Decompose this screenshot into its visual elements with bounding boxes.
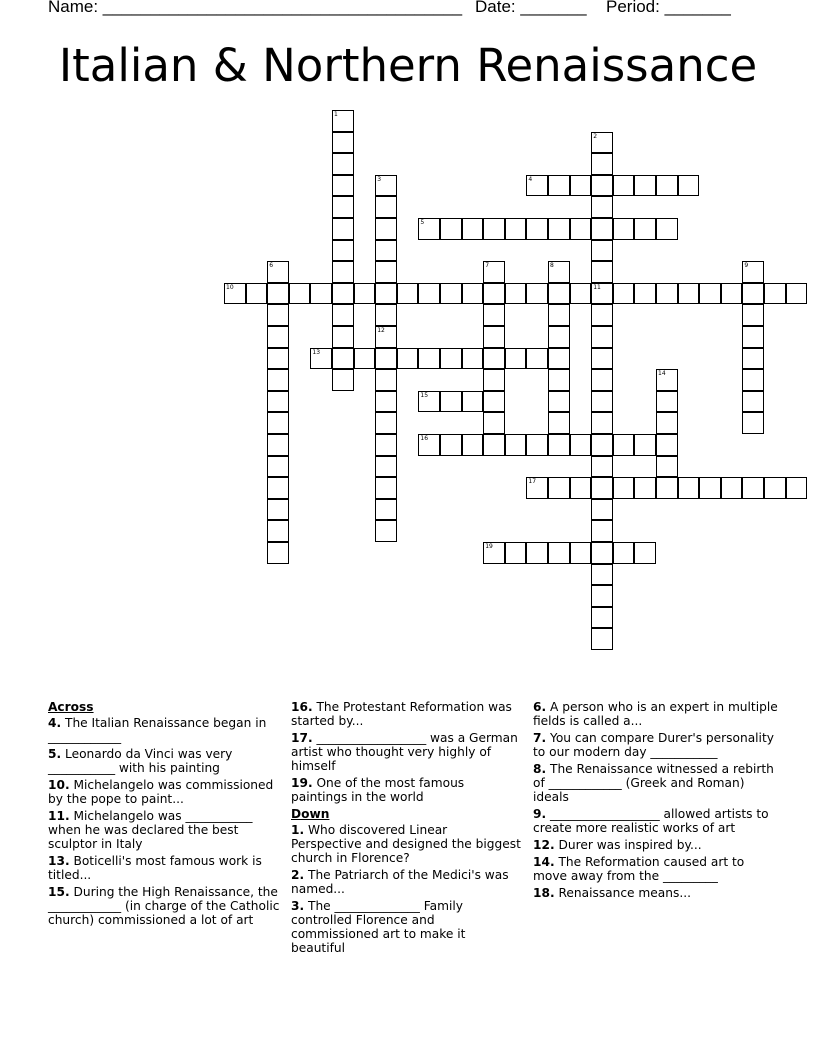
down-clue: 7. You can compare Durer's personality to our modern day ___________ <box>533 731 774 759</box>
grid-cell[interactable] <box>613 283 635 305</box>
grid-cell[interactable] <box>483 369 505 391</box>
across-clue: 19. One of the most famous paintings in the world <box>291 776 465 804</box>
clue-number: 16 <box>420 435 429 442</box>
grid-cell[interactable] <box>526 542 548 564</box>
grid-cell[interactable] <box>591 261 613 283</box>
period-field-label: Period: _______ <box>606 0 731 16</box>
grid-cell[interactable] <box>591 240 613 262</box>
down-clue: 8. The Renaissance witnessed a rebirth of ____________ (Greek and Roman) ideals <box>533 762 774 804</box>
grid-cell[interactable] <box>267 391 289 413</box>
grid-cell[interactable] <box>548 477 570 499</box>
grid-cell[interactable] <box>656 218 678 240</box>
clue-number: 13 <box>312 348 321 356</box>
grid-cell[interactable] <box>613 218 635 240</box>
grid-cell[interactable] <box>462 348 484 370</box>
grid-cell[interactable] <box>548 412 570 434</box>
grid-cell[interactable] <box>591 196 613 218</box>
grid-cell[interactable] <box>678 175 700 197</box>
grid-cell[interactable] <box>570 477 592 499</box>
down-clue: 9. __________________ allowed artists to create more realistic works of art <box>533 807 769 835</box>
clue-number: 8 <box>550 262 554 270</box>
name-field-label: Name: ______________________________________ <box>48 0 463 16</box>
grid-cell[interactable] <box>375 196 397 218</box>
grid-cell[interactable] <box>397 283 419 305</box>
grid-cell[interactable] <box>678 477 700 499</box>
down-clue: 14. The Reformation caused art to move away from the _________ <box>533 855 745 883</box>
grid-cell[interactable] <box>289 283 311 305</box>
grid-cell[interactable] <box>742 391 764 413</box>
grid-cell[interactable] <box>332 240 354 262</box>
grid-cell[interactable] <box>483 283 505 305</box>
grid-cell[interactable] <box>591 326 613 348</box>
grid-cell[interactable] <box>591 175 613 197</box>
grid-cell[interactable] <box>267 499 289 521</box>
down-clue: 3. The ______________ Family controlled Florence and commissioned art to make it beautiful <box>291 899 466 955</box>
grid-cell[interactable] <box>418 283 440 305</box>
grid-cell[interactable] <box>721 477 743 499</box>
grid-cell[interactable] <box>634 477 656 499</box>
grid-cell[interactable] <box>375 283 397 305</box>
grid-cell[interactable] <box>548 261 570 283</box>
grid-cell[interactable] <box>332 304 354 326</box>
grid-cell[interactable] <box>656 391 678 413</box>
grid-cell[interactable] <box>656 283 678 305</box>
grid-cell[interactable] <box>483 391 505 413</box>
grid-cell[interactable] <box>786 283 808 305</box>
grid-cell[interactable] <box>742 348 764 370</box>
grid-cell[interactable] <box>375 434 397 456</box>
grid-cell[interactable] <box>721 283 743 305</box>
grid-cell[interactable] <box>440 218 462 240</box>
grid-cell[interactable] <box>418 434 440 456</box>
down-clue: 1. Who discovered Linear Perspective and designed the biggest church in Florence? <box>291 823 521 865</box>
grid-cell[interactable] <box>548 218 570 240</box>
grid-cell[interactable] <box>483 326 505 348</box>
across-clue: 11. Michelangelo was ___________ when he was declared the best sculptor in Italy <box>48 809 253 851</box>
grid-cell[interactable] <box>332 261 354 283</box>
clue-number: 14 <box>658 370 666 378</box>
grid-cell[interactable] <box>354 283 376 305</box>
grid-cell[interactable] <box>656 477 678 499</box>
grid-cell[interactable] <box>570 283 592 305</box>
grid-cell[interactable] <box>548 542 570 564</box>
down-clue: 2. The Patriarch of the Medici's was named... <box>291 868 509 896</box>
across-clue: 16. The Protestant Reformation was started by... <box>291 700 512 728</box>
grid-cell[interactable] <box>505 434 527 456</box>
grid-cell[interactable] <box>332 369 354 391</box>
grid-cell[interactable] <box>613 175 635 197</box>
grid-cell[interactable] <box>267 434 289 456</box>
grid-cell[interactable] <box>742 261 764 283</box>
grid-cell[interactable] <box>332 283 354 305</box>
grid-cell[interactable] <box>462 391 484 413</box>
grid-cell[interactable] <box>375 218 397 240</box>
grid-cell[interactable] <box>375 261 397 283</box>
clue-number: 17 <box>528 478 537 486</box>
grid-cell[interactable] <box>634 283 656 305</box>
grid-cell[interactable] <box>332 175 354 197</box>
grid-cell[interactable] <box>526 348 548 370</box>
grid-cell[interactable] <box>591 542 613 564</box>
grid-cell[interactable] <box>505 218 527 240</box>
grid-cell[interactable] <box>591 153 613 175</box>
clues-column-2 <box>291 700 521 958</box>
across-heading: Across <box>48 700 94 714</box>
grid-cell[interactable] <box>742 412 764 434</box>
grid-cell[interactable] <box>483 542 505 564</box>
grid-cell[interactable] <box>483 434 505 456</box>
grid-cell[interactable] <box>591 283 613 305</box>
grid-cell[interactable] <box>483 412 505 434</box>
grid-cell[interactable] <box>548 391 570 413</box>
clue-number: 9 <box>744 262 749 270</box>
grid-cell[interactable] <box>505 542 527 564</box>
grid-cell[interactable] <box>570 434 592 456</box>
grid-cell[interactable] <box>548 304 570 326</box>
grid-cell[interactable] <box>375 412 397 434</box>
clues-section <box>48 700 778 960</box>
across-clue: 10. Michelangelo was commissioned by the pope to paint... <box>48 778 274 806</box>
grid-cell[interactable] <box>375 456 397 478</box>
grid-cell[interactable] <box>267 456 289 478</box>
grid-cell[interactable] <box>591 628 613 650</box>
across-clue: 5. Leonardo da Vinci was very ___________ with his painting <box>48 747 233 775</box>
grid-cell[interactable] <box>332 348 354 370</box>
grid-cell[interactable] <box>332 110 354 132</box>
grid-cell[interactable] <box>462 218 484 240</box>
clue-number: 3 <box>377 175 382 183</box>
grid-cell[interactable] <box>332 196 354 218</box>
grid-cell[interactable] <box>375 175 397 197</box>
grid-cell[interactable] <box>483 218 505 240</box>
grid-cell[interactable] <box>375 520 397 542</box>
grid-cell[interactable] <box>591 391 613 413</box>
grid-cell[interactable] <box>548 175 570 197</box>
clue-number: 2 <box>593 132 598 140</box>
grid-cell[interactable] <box>440 348 462 370</box>
grid-cell[interactable] <box>440 283 462 305</box>
grid-cell[interactable] <box>267 477 289 499</box>
grid-cell[interactable] <box>224 283 246 305</box>
grid-cell[interactable] <box>332 218 354 240</box>
grid-cell[interactable] <box>548 326 570 348</box>
grid-cell[interactable] <box>742 477 764 499</box>
grid-cell[interactable] <box>267 283 289 305</box>
grid-cell[interactable] <box>678 283 700 305</box>
grid-cell[interactable] <box>591 348 613 370</box>
grid-cell[interactable] <box>591 369 613 391</box>
grid-cell[interactable] <box>591 132 613 154</box>
grid-cell[interactable] <box>526 434 548 456</box>
grid-cell[interactable] <box>483 304 505 326</box>
clue-number: 7 <box>485 262 490 270</box>
grid-cell[interactable] <box>332 326 354 348</box>
grid-cell[interactable] <box>354 348 376 370</box>
grid-cell[interactable] <box>310 283 332 305</box>
grid-cell[interactable] <box>764 477 786 499</box>
grid-cell[interactable] <box>505 283 527 305</box>
clue-number: 15 <box>420 391 429 399</box>
date-field-label: Date: _______ <box>475 0 587 16</box>
clue-number: 12 <box>377 327 385 334</box>
grid-cell[interactable] <box>548 434 570 456</box>
clues-column-1 <box>48 700 280 930</box>
grid-cell[interactable] <box>699 477 721 499</box>
grid-cell[interactable] <box>613 477 635 499</box>
grid-cell[interactable] <box>310 348 332 370</box>
grid-cell[interactable] <box>526 218 548 240</box>
grid-cell[interactable] <box>440 434 462 456</box>
clue-number: 1 <box>334 111 338 118</box>
grid-cell[interactable] <box>613 542 635 564</box>
grid-cell[interactable] <box>418 391 440 413</box>
grid-cell[interactable] <box>591 304 613 326</box>
puzzle-title: Italian & Northern Renaissance <box>58 39 758 92</box>
grid-cell[interactable] <box>591 607 613 629</box>
grid-cell[interactable] <box>375 348 397 370</box>
across-clue: 13. Boticelli's most famous work is titled... <box>48 854 262 882</box>
grid-cell[interactable] <box>375 240 397 262</box>
grid-cell[interactable] <box>634 434 656 456</box>
grid-cell[interactable] <box>505 348 527 370</box>
grid-cell[interactable] <box>267 520 289 542</box>
grid-cell[interactable] <box>397 348 419 370</box>
grid-cell[interactable] <box>246 283 268 305</box>
grid-cell[interactable] <box>526 477 548 499</box>
grid-cell[interactable] <box>548 283 570 305</box>
clue-number: 11 <box>593 283 601 291</box>
grid-cell[interactable] <box>418 218 440 240</box>
grid-cell[interactable] <box>786 477 808 499</box>
grid-cell[interactable] <box>591 499 613 521</box>
clue-number: 4 <box>528 175 533 183</box>
grid-cell[interactable] <box>267 412 289 434</box>
grid-cell[interactable] <box>591 412 613 434</box>
grid-cell[interactable] <box>634 218 656 240</box>
clue-number: 6 <box>269 262 274 270</box>
grid-cell[interactable] <box>613 434 635 456</box>
grid-cell[interactable] <box>375 499 397 521</box>
grid-cell[interactable] <box>267 542 289 564</box>
clues-column-3 <box>533 700 778 903</box>
grid-cell[interactable] <box>548 348 570 370</box>
grid-cell[interactable] <box>764 283 786 305</box>
grid-cell[interactable] <box>591 456 613 478</box>
grid-cell[interactable] <box>742 369 764 391</box>
grid-cell[interactable] <box>591 434 613 456</box>
grid-cell[interactable] <box>483 261 505 283</box>
grid-cell[interactable] <box>742 283 764 305</box>
grid-cell[interactable] <box>634 542 656 564</box>
grid-cell[interactable] <box>591 477 613 499</box>
down-clue: 6. A person who is an expert in multiple fields is called a... <box>533 700 778 728</box>
grid-cell[interactable] <box>634 175 656 197</box>
grid-cell[interactable] <box>526 283 548 305</box>
grid-cell[interactable] <box>332 132 354 154</box>
grid-cell[interactable] <box>548 369 570 391</box>
grid-cell[interactable] <box>267 348 289 370</box>
grid-cell[interactable] <box>332 153 354 175</box>
grid-cell[interactable] <box>267 369 289 391</box>
clue-number: 10 <box>226 283 234 291</box>
grid-cell[interactable] <box>462 283 484 305</box>
across-clue: 15. During the High Renaissance, the ____________ (in charge of the Catholic church) commissioned a lot of art <box>48 885 280 927</box>
grid-cell[interactable] <box>375 477 397 499</box>
grid-cell[interactable] <box>375 391 397 413</box>
grid-cell[interactable] <box>742 326 764 348</box>
grid-cell[interactable] <box>267 261 289 283</box>
grid-cell[interactable] <box>462 434 484 456</box>
down-clue: 12. Durer was inspired by... <box>533 838 702 852</box>
grid-cell[interactable] <box>267 304 289 326</box>
grid-cell[interactable] <box>591 564 613 586</box>
grid-cell[interactable] <box>483 348 505 370</box>
grid-cell[interactable] <box>267 326 289 348</box>
grid-cell[interactable] <box>418 348 440 370</box>
clue-number: 19 <box>485 543 493 550</box>
grid-cell[interactable] <box>440 391 462 413</box>
grid-cell[interactable] <box>591 218 613 240</box>
across-clue: 17. __________________ was a German artist who thought very highly of himself <box>291 731 518 773</box>
down-clue: 18. Renaissance means... <box>533 886 691 900</box>
grid-cell[interactable] <box>656 369 678 391</box>
grid-cell[interactable] <box>656 412 678 434</box>
grid-cell[interactable] <box>742 304 764 326</box>
grid-cell[interactable] <box>656 456 678 478</box>
grid-cell[interactable] <box>526 175 548 197</box>
down-heading: Down <box>291 807 330 821</box>
grid-cell[interactable] <box>375 369 397 391</box>
grid-cell[interactable] <box>591 585 613 607</box>
clue-number: 5 <box>420 219 425 226</box>
grid-cell[interactable] <box>375 326 397 348</box>
grid-cell[interactable] <box>656 175 678 197</box>
grid-cell[interactable] <box>375 304 397 326</box>
grid-cell[interactable] <box>570 542 592 564</box>
across-clue: 4. The Italian Renaissance began in ____________ <box>48 716 267 744</box>
grid-cell[interactable] <box>699 283 721 305</box>
grid-cell[interactable] <box>570 218 592 240</box>
grid-cell[interactable] <box>656 434 678 456</box>
grid-cell[interactable] <box>570 175 592 197</box>
grid-cell[interactable] <box>591 520 613 542</box>
